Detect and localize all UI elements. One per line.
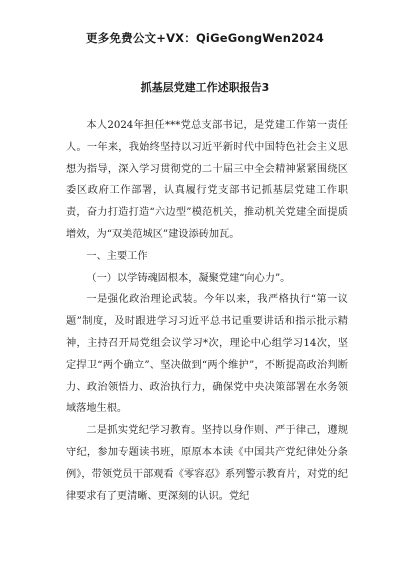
subsection-heading: （一）以学铸魂固根本，凝聚党建“向心力”。	[86, 272, 291, 284]
paragraph-intro: 本人2024年担任***党总支部书记，是党建工作第一责任人。一年来，我始终坚持以习近平新时代中国特色社会主义思想为指导，深入学习贯彻党的二十届三中全会精神紧紧围绕区委区政府工作部署，认真履行党支部书记抓基层党建工作职责，奋力打造打造“六边型”模范机关，推动机关党建全面提质增效，为“双美范城区”建设添砖加瓦。	[66, 120, 348, 240]
page-title: 抓基层党建工作述职报告3	[140, 81, 270, 94]
watermark-text: 更多免费公文+VX：QiGeGongWen2024	[86, 31, 324, 45]
document-body	[66, 115, 348, 507]
paragraph-discipline: 二是抓实党纪学习教育。坚持以身作则、严于律己，遵规守纪，参加专题读书班，原原本本读《中国共产党纪律处分条例》，带领党员干部观看《零容忍》系列警示教育片，对党的纪律要求有了更清晰、更深刻的认识。党纪	[66, 425, 348, 502]
paragraph-theory: 一是强化政治理论武装。今年以来，我严格执行“第一议题”制度，及时跟进学习习近平总书记重要讲话和指示批示精神，主持召开局党组会议学习*次，理论中心组学习14次，坚定捍卫“两个确立”、坚决做到“两个维护”，不断提高政治判断力、政治领悟力、政治执行力，确保党中央决策部署在水务领域落地生根。	[66, 294, 348, 415]
section-heading: 一、主要工作	[86, 250, 148, 262]
